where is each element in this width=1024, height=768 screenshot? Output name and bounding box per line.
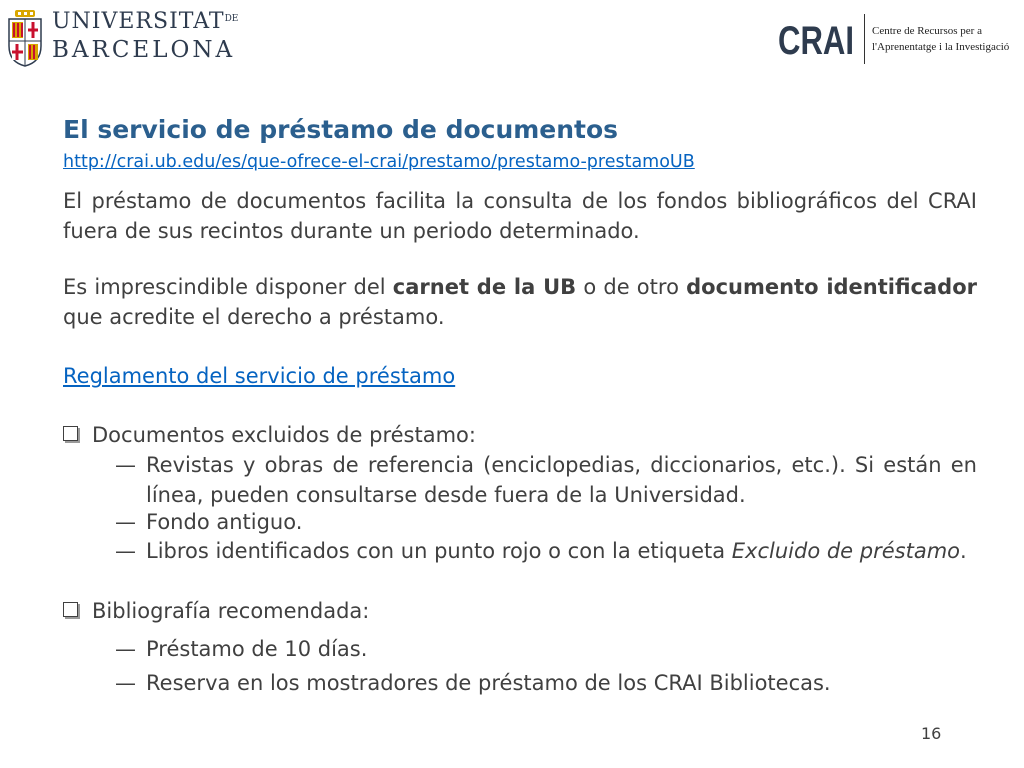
sub-item-revistas <box>115 450 977 510</box>
req-bold-carnet: carnet de la UB <box>392 275 577 299</box>
crai-logo-mark-icon <box>776 14 856 64</box>
page-number: 16 <box>921 724 942 743</box>
bullet-excluded <box>63 420 476 450</box>
sub-item-libros <box>115 536 977 566</box>
sub-item-reserva <box>115 668 977 698</box>
req-text-1: Es imprescindible disponer del <box>63 275 393 299</box>
sub-item-text: Fondo antiguo. <box>146 510 303 534</box>
dash-icon: — <box>115 637 136 661</box>
dash-icon: — <box>115 671 136 695</box>
sub-item-text-part: Libros identificados con un punto rojo o con la etiqueta <box>146 539 732 563</box>
sub-item-text <box>146 536 977 566</box>
ub-logo <box>6 8 239 68</box>
slide-title: El servicio de préstamo de documentos <box>63 115 619 144</box>
ub-line1-suffix: DE <box>224 14 239 24</box>
sub-item-end: . <box>960 539 967 563</box>
sub-item-fondo <box>115 507 977 537</box>
dash-icon: — <box>115 539 136 563</box>
crai-desc-line1: Centre de Recursos per a <box>872 25 982 37</box>
regulation-link[interactable]: Reglamento del servicio de préstamo <box>63 364 456 388</box>
crai-desc-line2: l'Aprenentatge i la Investigació <box>872 41 1010 53</box>
ub-line1: UNIVERSITAT <box>52 9 225 34</box>
req-text-3: que acredite el derecho a préstamo. <box>63 305 445 329</box>
sub-item-text: Préstamo de 10 días. <box>146 637 368 661</box>
bullet-excluded-label: Documentos excluidos de préstamo: <box>92 423 476 447</box>
sub-item-text: Reserva en los mostradores de préstamo de los CRAI Bibliotecas. <box>146 671 831 695</box>
ub-wordmark <box>52 11 238 62</box>
sub-item-prestamo-dias <box>115 634 977 664</box>
dash-icon: — <box>115 510 136 534</box>
sub-item-italic: Excluido de préstamo <box>731 539 960 563</box>
crai-description <box>872 23 1009 55</box>
svg-text:CRAI: CRAI <box>778 19 854 63</box>
req-text-2: o de otro <box>576 275 687 299</box>
crai-separator <box>864 14 865 64</box>
req-bold-documento: documento identificador <box>686 275 977 299</box>
bullet-recommended <box>63 596 369 626</box>
service-url-link[interactable]: http://crai.ub.edu/es/que-ofrece-el-crai/prestamo/prestamo-prestamoUB <box>63 152 695 172</box>
checkbox-bullet-icon <box>63 426 78 441</box>
bullet-recommended-label: Bibliografía recomendada: <box>92 599 370 623</box>
sub-item-text: Revistas y obras de referencia (enciclopedias, diccionarios, etc.). Si están en línea, pueden consultarse desde fuera de la Universidad. <box>146 453 977 507</box>
checkbox-bullet-icon <box>63 602 78 617</box>
requirement-paragraph <box>63 272 977 332</box>
intro-paragraph: El préstamo de documentos facilita la consulta de los fondos bibliográficos del CRAI fuera de sus recintos durante un periodo determinado. <box>63 189 977 243</box>
ub-line2: BARCELONA <box>52 37 236 63</box>
ub-shield-icon <box>6 8 44 68</box>
crai-logo <box>776 14 1022 64</box>
dash-icon: — <box>115 453 136 477</box>
